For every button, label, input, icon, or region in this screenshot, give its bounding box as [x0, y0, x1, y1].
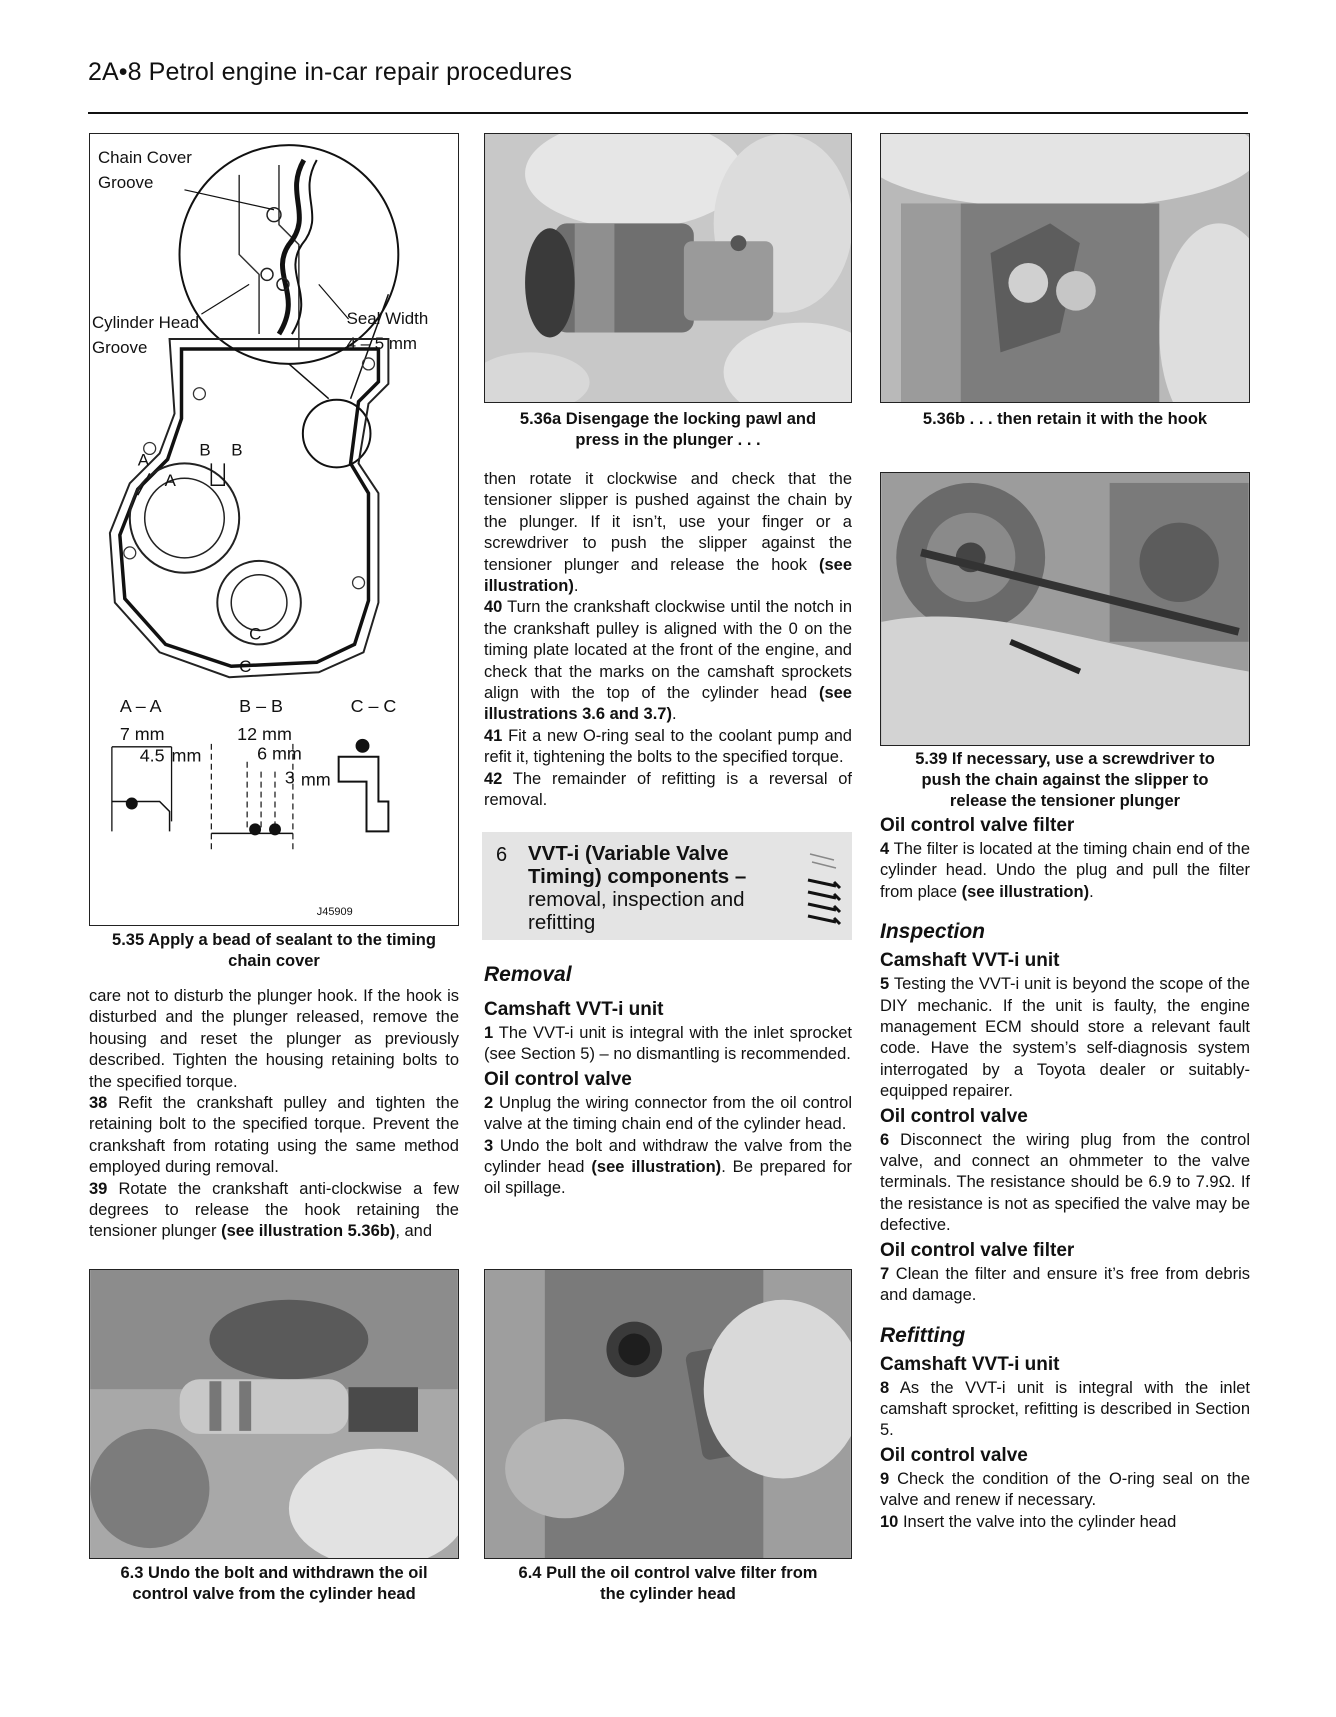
- caption-5-35: 5.35 Apply a bead of sealant to the timing chain cover: [112, 931, 436, 970]
- heading-inspection: Inspection: [880, 920, 986, 944]
- caption-5-36a: 5.36a Disengage the locking pawl and press in the plunger . . .: [519, 410, 817, 449]
- paragraph-5: 5 Testing the VVT-i unit is beyond the scope of the DIY mechanic. If the unit is faulty, the engine management ECM should store a relevant fault code. Have the system’s self-diagnosis system interrogated by a Toyota dealer or suitably-equipped repairer.: [880, 975, 1250, 1101]
- dim-12mm: 12 mm: [237, 723, 292, 744]
- dim-7mm: 7 mm: [119, 723, 165, 744]
- paragraph-2: 2 Unplug the wiring connector from the oil control valve at the timing chain end of the cylinder head.: [484, 1093, 852, 1134]
- label-c-upper: C: [249, 624, 262, 644]
- dim-3: 3: [284, 767, 295, 788]
- column-2-lower-text: [484, 960, 852, 1200]
- heading-refitting: Refitting: [880, 1323, 966, 1347]
- tensioner-plunger-photo: [485, 134, 851, 402]
- label-section-cc: C – C: [350, 696, 397, 717]
- label-b-right: B: [231, 440, 243, 460]
- column-1-text: [89, 986, 459, 1243]
- paragraph-6: 6 Disconnect the wiring plug from the control valve, and connect an ohmmeter to the valve terminals. The resistance should be 6.9 to 7.9Ω. If the resistance is not as specified the valve may be defective.: [880, 1130, 1250, 1235]
- paragraph-40: 40 Turn the crankshaft clockwise until the notch in the crankshaft pulley is aligned with the 0 on the timing plate located at the front of the engine, and check that the marks on the camshaft sprockets align with the top of the cylinder head (see illustrations 3.6 and 3.7).: [484, 598, 852, 724]
- label-chain-cover-groove: Groove: [97, 172, 154, 192]
- tensioner-hook-photo: [881, 134, 1249, 402]
- photo-5-36a: [484, 133, 852, 403]
- paragraph-39: 39 Rotate the crankshaft anti-clockwise a few degrees to release the hook retaining the tensioner plunger (see illustration 5.36b), and: [89, 1179, 459, 1241]
- dim-4-5: 4.5: [139, 745, 165, 766]
- timing-cover-drawing: [90, 134, 458, 925]
- page-header: 2A•8 Petrol engine in-car repair procedures: [88, 58, 573, 86]
- column-3-text: [880, 812, 1250, 1533]
- section-6-heading-box: [482, 832, 852, 940]
- heading-removal: Removal: [484, 963, 572, 986]
- label-c-lower: C: [239, 657, 252, 677]
- label-section-bb: B – B: [239, 696, 283, 717]
- subheading-camshaft-vvti-2: Camshaft VVT-i unit: [880, 950, 1060, 972]
- label-cylinder-head-groove: Groove: [91, 337, 148, 357]
- column-2-text: [484, 469, 852, 812]
- label-seal-width: Seal Width: [346, 309, 429, 329]
- oil-control-valve-photo: [90, 1270, 458, 1558]
- dim-3-unit: mm: [300, 769, 331, 790]
- paragraph-41: 41 Fit a new O-ring seal to the coolant pump and refit it, tightening the bolts to the specified torque.: [484, 726, 852, 767]
- label-a-left: A: [137, 450, 150, 470]
- label-seal-width-value: 4 – 5 mm: [346, 333, 418, 353]
- drawing-code: J45909: [316, 905, 353, 918]
- subheading-oil-control-valve: Oil control valve: [484, 1068, 632, 1090]
- chain-slipper-photo: [881, 473, 1249, 745]
- subheading-oil-control-valve-filter: Oil control valve filter: [880, 815, 1075, 836]
- paragraph-9: 9 Check the condition of the O-ring seal on the valve and renew if necessary.: [880, 1469, 1250, 1510]
- label-section-aa: A – A: [119, 696, 162, 717]
- label-a-inner: A: [164, 471, 176, 491]
- photo-5-39: [880, 472, 1250, 746]
- label-b-left: B: [199, 440, 211, 460]
- label-chain-cover: Chain Cover: [97, 147, 192, 167]
- dim-4-5-unit: mm: [171, 745, 202, 766]
- paragraph-cont: care not to disturb the plunger hook. If the hook is disturbed and the plunger released, remove the housing and reset the plunger as previously described. Tighten the housing retaining bolts to the specified torque.: [89, 987, 459, 1091]
- subheading-camshaft-vvti-3: Camshaft VVT-i unit: [880, 1353, 1060, 1375]
- figure-5-35-diagram: [89, 133, 459, 926]
- paragraph-4: 4 The filter is located at the timing chain end of the cylinder head. Undo the plug and pull the filter from place (see illustration).: [880, 840, 1250, 901]
- paragraph-10: 10 Insert the valve into the cylinder head: [880, 1512, 1177, 1531]
- paragraph-7: 7 Clean the filter and ensure it’s free from debris and damage.: [880, 1264, 1250, 1305]
- subheading-oil-control-valve-3: Oil control valve: [880, 1444, 1028, 1466]
- subheading-camshaft-vvti: Camshaft VVT-i unit: [484, 999, 664, 1020]
- caption-6-4: 6.4 Pull the oil control valve filter from the cylinder head: [518, 1564, 818, 1603]
- photo-6-4: [484, 1269, 852, 1559]
- paragraph-38: 38 Refit the crankshaft pulley and tighten the retaining bolt to the specified torque. Prevent the crankshaft from rotating using the same method employed during removal.: [89, 1094, 459, 1177]
- subheading-oil-control-valve-filter-2: Oil control valve filter: [880, 1239, 1075, 1261]
- difficulty-spanner-icon: [804, 846, 844, 930]
- section-title: VVT-i (Variable Valve Timing) components – removal, inspection and refitting: [528, 842, 747, 934]
- section-number: 6: [496, 844, 508, 866]
- label-cylinder-head: Cylinder Head: [91, 313, 200, 333]
- paragraph-3: 3 Undo the bolt and withdraw the valve from the cylinder head (see illustration). Be prepared for oil spillage.: [484, 1136, 852, 1198]
- paragraph-39-cont: then rotate it clockwise and check that the tensioner slipper is pushed against the chain by the plunger. If it isn’t, use your finger or a screwdriver to push the slipper against the tensioner plunger and release the hook (see illustration).: [484, 470, 852, 596]
- paragraph-8: 8 As the VVT-i unit is integral with the inlet camshaft sprocket, refitting is described in Section 5.: [880, 1378, 1250, 1440]
- paragraph-1: 1 The VVT-i unit is integral with the inlet sprocket (see Section 5) – no dismantling is recommended.: [484, 1024, 852, 1064]
- subheading-oil-control-valve-2: Oil control valve: [880, 1105, 1028, 1127]
- caption-6-3: 6.3 Undo the bolt and withdrawn the oil control valve from the cylinder head: [120, 1564, 428, 1603]
- caption-5-39: 5.39 If necessary, use a screwdriver to push the chain against the slipper to release the tensioner plunger: [915, 750, 1215, 810]
- paragraph-42: 42 The remainder of refitting is a reversal of removal.: [484, 769, 852, 810]
- photo-5-36b: [880, 133, 1250, 403]
- header-rule: [88, 112, 1248, 114]
- caption-5-36b: 5.36b . . . then retain it with the hook: [922, 410, 1208, 428]
- dim-6mm: 6 mm: [257, 743, 302, 764]
- photo-6-3: [89, 1269, 459, 1559]
- oil-filter-photo: [485, 1270, 851, 1558]
